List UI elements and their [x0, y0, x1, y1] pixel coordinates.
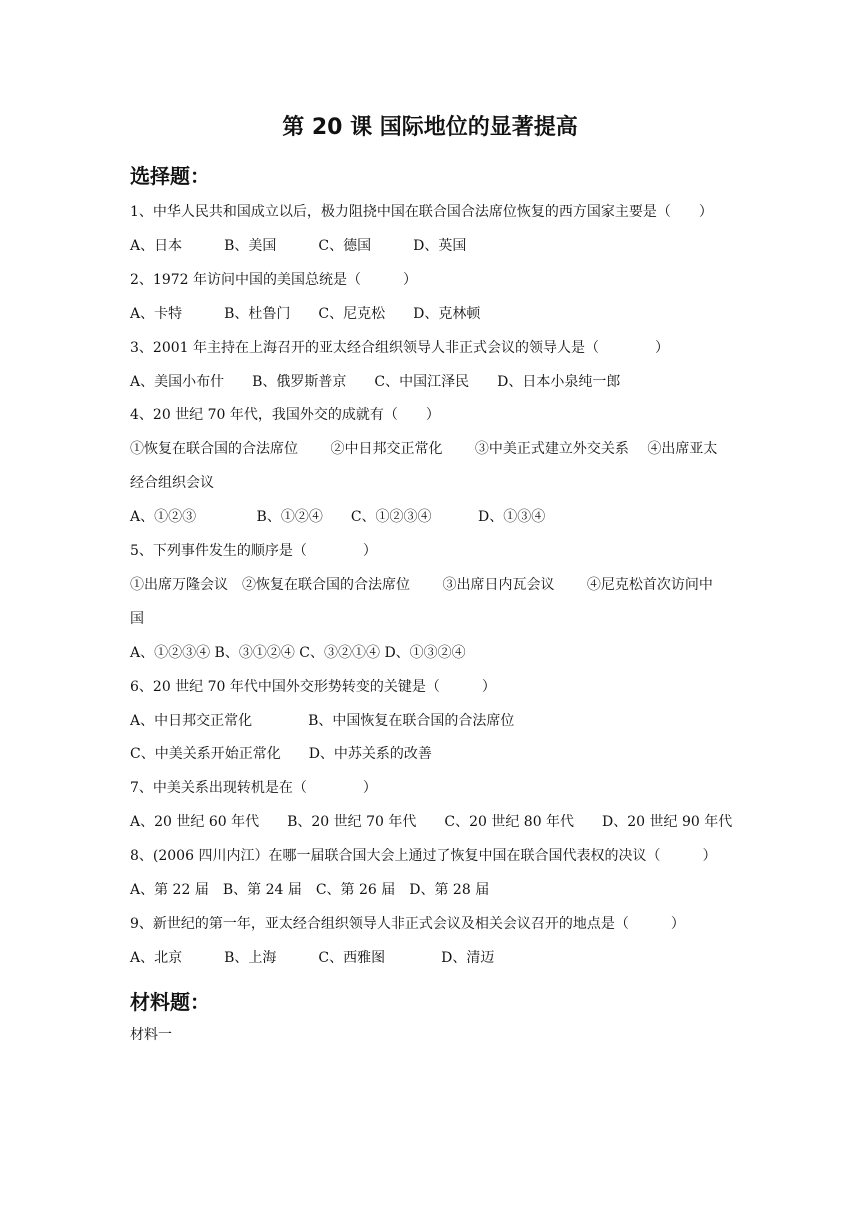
text-line: 国	[130, 610, 144, 627]
text-line: 经合组织会议	[130, 475, 214, 492]
material-label: 材料一	[130, 1027, 172, 1043]
text-line: 9、新世纪的第一年，亚太经合组织领导人非正式会议及相关会议召开的地点是（ ）	[130, 915, 685, 932]
section-heading-material: 材料题：	[130, 990, 210, 1014]
text-line: 5、下列事件发生的顺序是（ ）	[130, 543, 377, 559]
text-line: A、①②③ B、①②④ C、①②③④ D、①③④	[130, 509, 546, 526]
page-title: 第 20 课 国际地位的显著提高	[282, 115, 578, 140]
text-line: A、北京 B、上海 C、西雅图 D、清迈	[130, 949, 495, 966]
text-line: C、中美关系开始正常化 D、中苏关系的改善	[130, 746, 432, 763]
text-line: 7、中美关系出现转机是在（ ）	[130, 780, 377, 797]
text-line: 2、1972 年访问中国的美国总统是（ ）	[130, 271, 417, 288]
text-line: 6、20 世纪 70 年代中国外交形势转变的关键是（ ）	[130, 678, 496, 695]
text-line: 1、中华人民共和国成立以后，极力阻挠中国在联合国合法席位恢复的西方国家主要是（ ）	[130, 204, 713, 220]
text-line: 3、2001 年主持在上海召开的亚太经合组织领导人非正式会议的领导人是（ ）	[130, 339, 669, 356]
text-line: A、20 世纪 60 年代 B、20 世纪 70 年代 C、20 世纪 80 年代 D、20 世纪 90 年代	[130, 814, 733, 831]
text-line: 4、20 世纪 70 年代，我国外交的成就有（ ）	[130, 407, 440, 424]
text-line: ①出席万隆会议 ②恢复在联合国的合法席位 ③出席日内瓦会议 ④尼克松首次访问中	[130, 576, 713, 593]
text-line: A、日本 B、美国 C、德国 D、英国	[130, 237, 467, 254]
section-heading-choice: 选择题：	[130, 164, 210, 188]
text-line: A、第 22 届 B、第 24 届 C、第 26 届 D、第 28 届	[130, 882, 490, 898]
text-line: ①恢复在联合国的合法席位 ②中日邦交正常化 ③中美正式建立外交关系 ④出席亚太	[130, 441, 718, 458]
text-line: A、卡特 B、杜鲁门 C、尼克松 D、克林顿	[130, 305, 481, 322]
text-line: A、中日邦交正常化 B、中国恢复在联合国的合法席位	[130, 712, 515, 729]
text-line: A、美国小布什 B、俄罗斯普京 C、中国江泽民 D、日本小泉纯一郎	[130, 373, 621, 390]
text-line: A、①②③④ B、③①②④ C、③②①④ D、①③②④	[130, 644, 466, 661]
text-line: 8、(2006 四川内江）在哪一届联合国大会上通过了恢复中国在联合国代表权的决议（ ）	[130, 848, 717, 865]
